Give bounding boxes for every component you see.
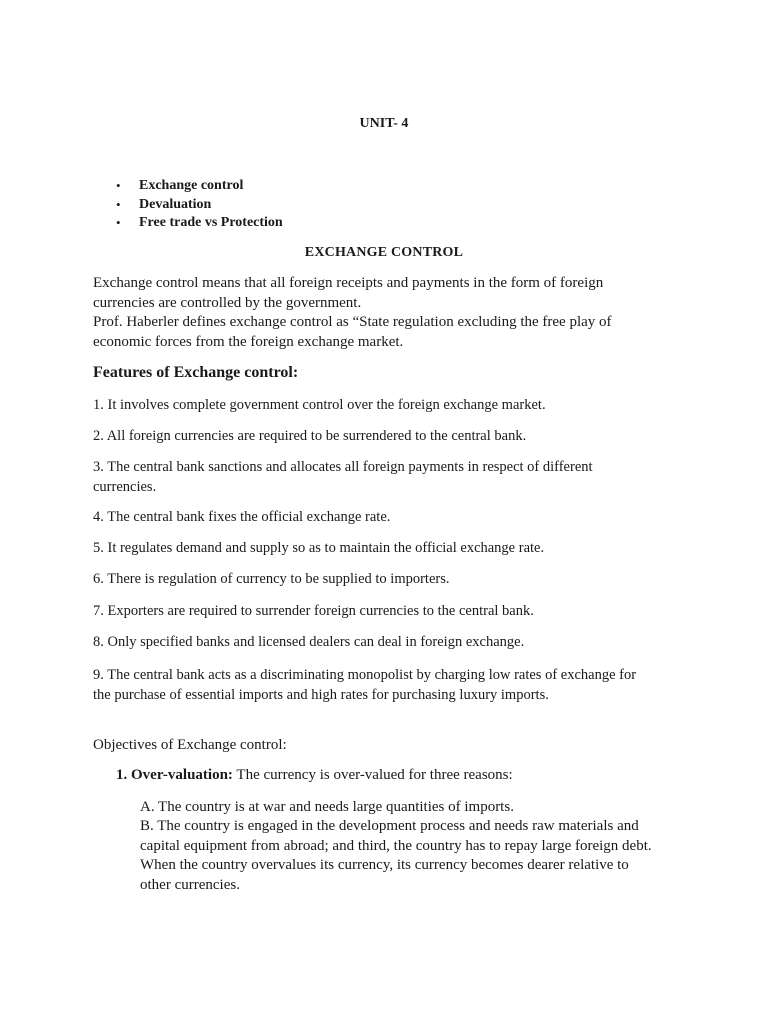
feature-item [93, 508, 390, 528]
topic-item: • Exchange control [116, 177, 283, 196]
reasons-block [140, 798, 700, 895]
reason-line: other currencies. [140, 876, 240, 893]
feature-item [93, 396, 546, 416]
objective-item [116, 767, 513, 784]
feature-line: 7. Exporters are required to surrender foreign currencies to the central bank. [93, 603, 534, 619]
feature-item [93, 539, 544, 559]
intro-line: Exchange control means that all foreign receipts and payments in the form of foreign [93, 275, 604, 291]
feature-line: 6. There is regulation of currency to be supplied to importers. [93, 571, 450, 587]
feature-item [93, 602, 534, 622]
feature-item [93, 458, 593, 497]
feature-line: currencies. [93, 478, 157, 495]
objectives-heading: Objectives of Exchange control: [93, 737, 287, 753]
reason-line: When the country overvalues its currency, its currency becomes dearer relative to [140, 857, 629, 874]
topic-item: • Free trade vs Protection [116, 214, 283, 233]
feature-line: 1. It involves complete government control over the foreign exchange market. [93, 397, 546, 413]
section-title: EXCHANGE CONTROL [304, 245, 464, 260]
intro-paragraph [93, 274, 693, 352]
feature-item [93, 570, 450, 590]
unit-title: UNIT- 4 [359, 116, 409, 131]
feature-line: 2. All foreign currencies are required to be surrendered to the central bank. [93, 428, 527, 444]
topic-list [116, 177, 283, 233]
reason-line: B. The country is engaged in the development process and needs raw materials and [140, 818, 639, 835]
topic-item: • Devaluation [116, 196, 283, 215]
intro-line: currencies are controlled by the government. [93, 294, 362, 311]
feature-line: 9. The central bank acts as a discriminating monopolist by charging low rates of exchange for [93, 667, 637, 683]
feature-item [93, 666, 636, 705]
features-heading: Features of Exchange control: [93, 364, 299, 381]
feature-line: 5. It regulates demand and supply so as to maintain the official exchange rate. [93, 540, 545, 556]
objective-label: 1. Over-valuation: [116, 767, 233, 783]
feature-item [93, 633, 524, 653]
feature-line: the purchase of essential imports and high rates for purchasing luxury imports. [93, 686, 549, 703]
feature-line: 8. Only specified banks and licensed dealers can deal in foreign exchange. [93, 634, 525, 650]
feature-line: 3. The central bank sanctions and allocates all foreign payments in respect of different [93, 459, 593, 475]
intro-line: Prof. Haberler defines exchange control as “State regulation excluding the free play of [93, 314, 612, 330]
reason-line: capital equipment from abroad; and third, the country has to repay large foreign debt. [140, 837, 652, 854]
objective-text: The currency is over-valued for three reasons: [236, 767, 513, 783]
intro-line: economic forces from the foreign exchange market. [93, 333, 404, 350]
reason-line: A. The country is at war and needs large quantities of imports. [140, 799, 514, 815]
feature-item [93, 427, 526, 447]
feature-line: 4. The central bank fixes the official exchange rate. [93, 509, 391, 525]
